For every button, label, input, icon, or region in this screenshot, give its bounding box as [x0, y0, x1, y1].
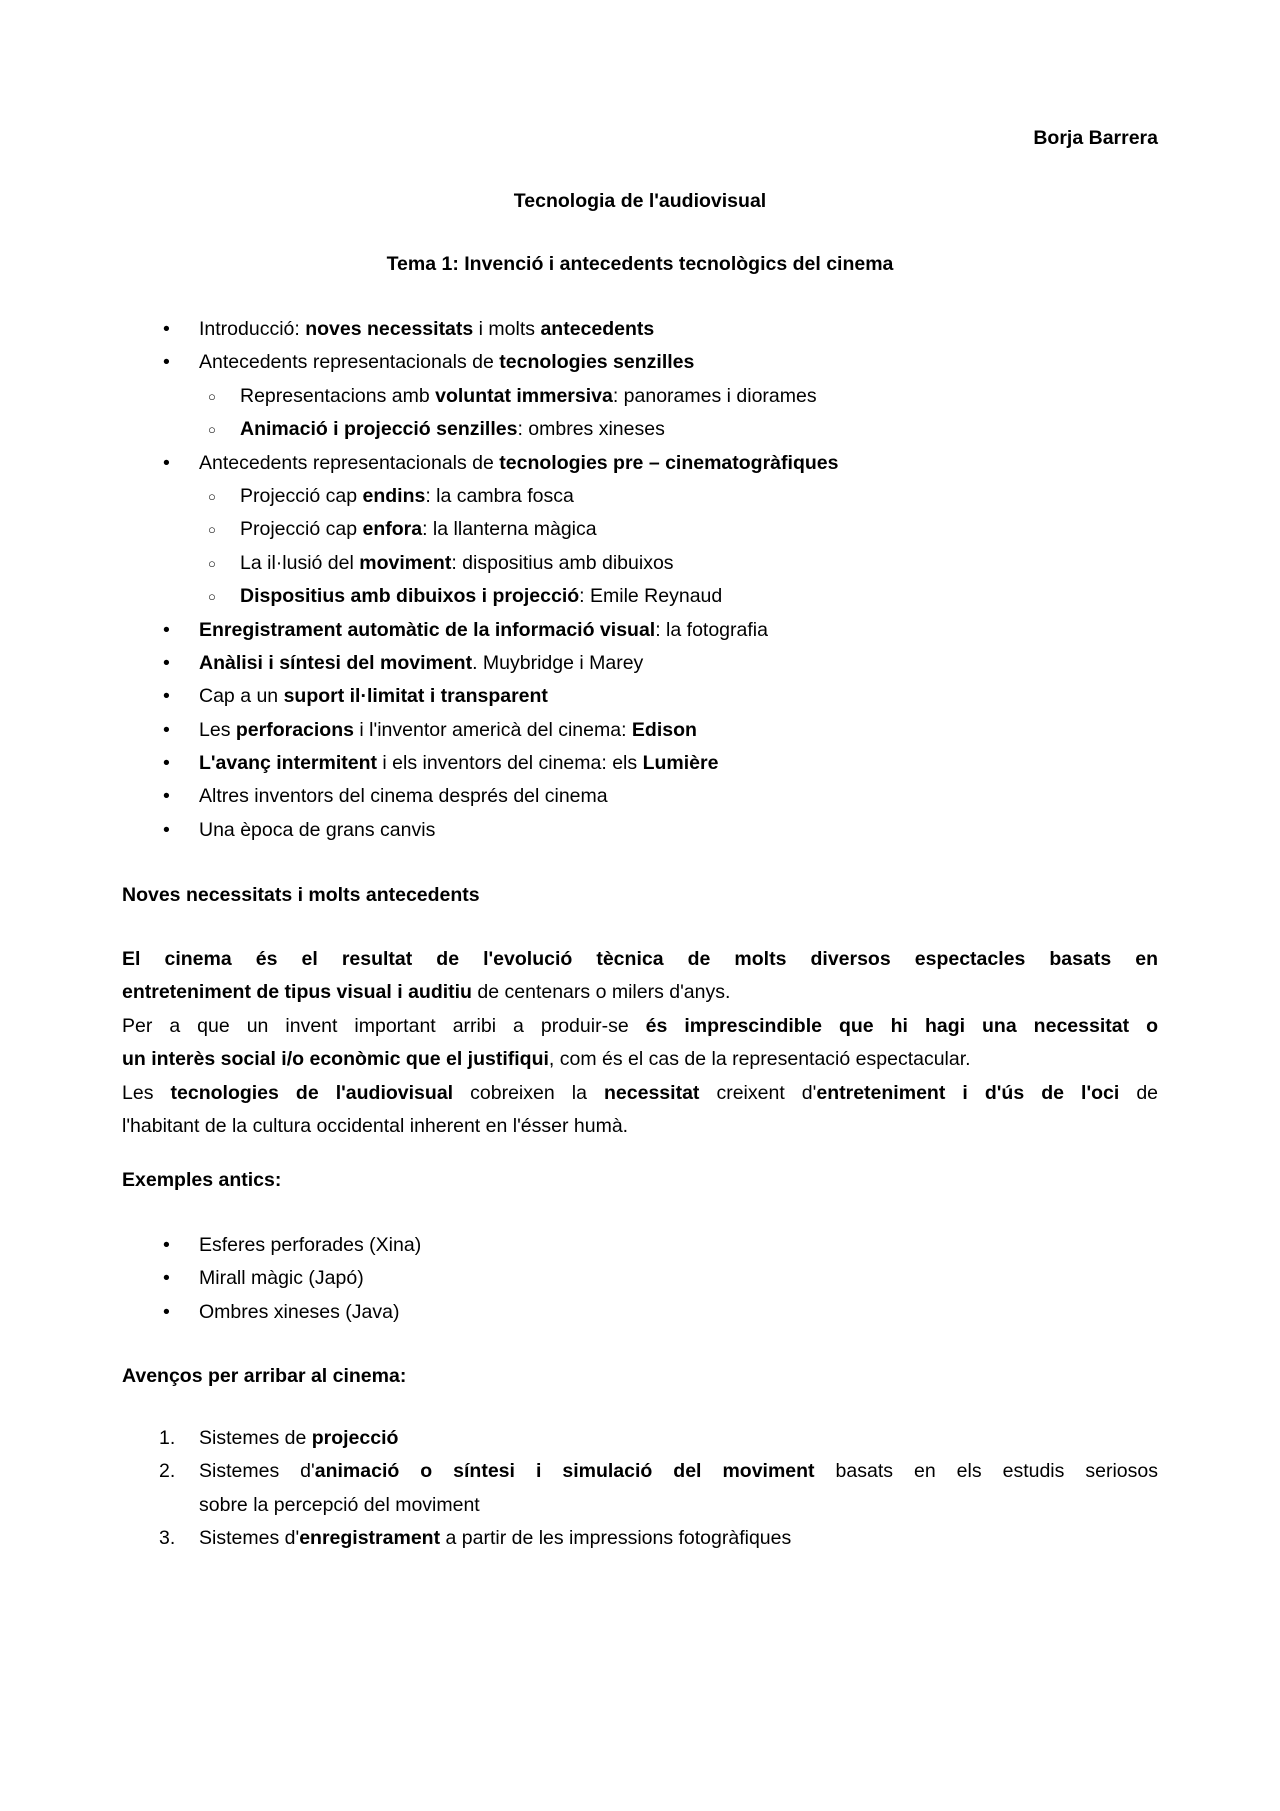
text-run: La il·lusió del [240, 551, 360, 574]
advances-heading: Avenços per arribar al cinema: [122, 1365, 407, 1387]
text-run: Les [199, 718, 236, 741]
bold-text: endins [362, 484, 426, 507]
bold-text: Anàlisi i síntesi del moviment [199, 651, 473, 674]
advances-list [0, 1422, 1280, 1556]
bold-text: tecnologies senzilles [499, 351, 695, 374]
text-run: , com és el cas de la representació espectacular. [548, 1048, 971, 1071]
bullet-icon: • [163, 785, 170, 808]
section-heading: Noves necessitats i molts antecedents [122, 884, 480, 906]
text-run: Mirall màgic (Japó) [199, 1267, 364, 1290]
bold-text: L'avanç intermitent [199, 752, 378, 775]
bold-text: necessitat [604, 1081, 700, 1104]
text-run: i l'inventor americà del cinema: [353, 718, 632, 741]
circle-bullet-icon: ○ [208, 555, 216, 571]
text-run: Una època de grans canvis [199, 818, 436, 841]
text-run: a partir de les impressions fotogràfiques [440, 1527, 792, 1550]
example-item [0, 1262, 1280, 1295]
list-number: 1. [159, 1427, 176, 1449]
outline-item [0, 513, 1280, 546]
text-run: de centenars o milers d'anys. [471, 981, 731, 1004]
bullet-icon: • [163, 685, 170, 708]
circle-bullet-icon: ○ [208, 422, 216, 438]
bold-text: Dispositius amb dibuixos i projecció [240, 585, 580, 608]
bullet-icon: • [163, 651, 170, 674]
text-run: Ombres xineses (Java) [199, 1300, 400, 1323]
bold-text: és imprescindible que hi hagi una necessitat o [645, 1014, 1158, 1037]
author-name: Borja Barrera [1033, 127, 1158, 149]
paragraph-line [122, 1077, 1158, 1110]
bold-text: tecnologies de l'audiovisual [170, 1081, 454, 1104]
bold-text: enregistrament [299, 1527, 441, 1550]
outline-item [0, 747, 1280, 780]
bold-text: projecció [311, 1427, 399, 1449]
outline-item-text [199, 614, 768, 647]
circle-bullet-icon: ○ [208, 488, 216, 504]
outline-item [0, 614, 1280, 647]
advance-text [199, 1455, 1158, 1488]
text-run: Les [122, 1081, 171, 1104]
outline-item-text [199, 346, 694, 379]
outline-item-text [240, 380, 817, 413]
bold-text: perforacions [235, 718, 354, 741]
outline-item-text [240, 480, 574, 513]
advance-item [0, 1422, 1280, 1455]
outline-item [0, 714, 1280, 747]
text-run: Altres inventors del cinema després del cinema [199, 785, 608, 808]
advance-text [199, 1422, 398, 1455]
bold-text: un interès social i/o econòmic que el justifiqui [122, 1048, 549, 1071]
bullet-icon: • [163, 1234, 170, 1256]
outline-item-text [199, 814, 435, 847]
text-run: Antecedents representacionals de [199, 351, 500, 374]
bold-text: voluntat immersiva [435, 384, 613, 407]
bold-text: Lumière [642, 752, 719, 775]
text-run: . Muybridge i Marey [472, 651, 644, 674]
outline-item [0, 346, 1280, 379]
text-run: : dispositius amb dibuixos [451, 551, 674, 574]
bold-text: Animació i projecció senzilles [240, 418, 518, 441]
text-run: Introducció: [199, 318, 306, 340]
text-run: : la cambra fosca [425, 484, 574, 507]
list-number: 2. [159, 1460, 176, 1483]
outline-item-text [199, 313, 654, 346]
bullet-icon: • [163, 1267, 170, 1290]
paragraph-line [122, 976, 1158, 1009]
text-run: Sistemes de [199, 1427, 312, 1449]
bullet-icon: • [163, 318, 170, 340]
bold-text: moviment [359, 551, 452, 574]
example-text [199, 1262, 364, 1295]
outline-item-text [199, 714, 697, 747]
list-number: 3. [159, 1527, 176, 1550]
intro-paragraph [122, 943, 1158, 1143]
circle-bullet-icon: ○ [208, 388, 216, 404]
bold-text: noves necessitats [305, 318, 474, 340]
outline-item [0, 313, 1280, 346]
text-run: Sistemes d' [199, 1460, 315, 1483]
bold-text: suport il·limitat i transparent [283, 685, 548, 708]
bold-text: Edison [631, 718, 697, 741]
text-run: i molts [473, 318, 541, 340]
circle-bullet-icon: ○ [208, 589, 216, 605]
text-run: Representacions amb [240, 384, 436, 407]
example-text [199, 1296, 399, 1329]
bold-text: enfora [362, 518, 423, 541]
text-run: Esferes perforades (Xina) [199, 1234, 422, 1256]
example-item [0, 1296, 1280, 1329]
advance-text [199, 1522, 791, 1555]
bullet-icon: • [163, 1300, 170, 1323]
text-run: cobreixen la [453, 1081, 605, 1104]
advance-item [0, 1489, 1280, 1522]
text-run: Sistemes d' [199, 1527, 300, 1550]
outline-item [0, 680, 1280, 713]
text-run: Projecció cap [240, 518, 363, 541]
outline-item-text [240, 413, 665, 446]
bold-text: Enregistrament automàtic de la informació visual [199, 618, 656, 641]
example-text [199, 1229, 421, 1262]
text-run: creixent d' [699, 1081, 817, 1104]
text-run: Antecedents representacionals de [199, 451, 500, 474]
advance-item [0, 1522, 1280, 1555]
text-run: Per a que un invent important arribi a produir-se [122, 1014, 646, 1037]
examples-list [0, 1229, 1280, 1329]
bullet-icon: • [163, 451, 170, 474]
text-run: : panorames i diorames [612, 384, 817, 407]
outline-list [0, 313, 1280, 847]
document-subtitle: Tema 1: Invenció i antecedents tecnològics del cinema [386, 253, 894, 275]
paragraph-line [122, 1110, 1158, 1143]
outline-item [0, 814, 1280, 847]
outline-item [0, 447, 1280, 480]
bold-text: El cinema és el resultat de l'evolució tècnica de molts diversos espectacles basats en [122, 948, 1158, 970]
bullet-icon: • [163, 618, 170, 641]
bold-text: antecedents [540, 318, 655, 340]
bold-text: tecnologies pre – cinematogràfiques [499, 451, 839, 474]
text-run: sobre la percepció del moviment [199, 1493, 480, 1516]
text-run: de [1119, 1081, 1159, 1104]
circle-bullet-icon: ○ [208, 522, 216, 538]
outline-item [0, 547, 1280, 580]
outline-item-text [199, 680, 548, 713]
bullet-icon: • [163, 818, 170, 841]
advance-text [199, 1489, 480, 1522]
bullet-icon: • [163, 351, 170, 374]
outline-item-text [199, 780, 608, 813]
outline-item-text [240, 513, 597, 546]
text-run: : ombres xineses [517, 418, 665, 441]
examples-heading: Exemples antics: [122, 1169, 282, 1191]
bullet-icon: • [163, 752, 170, 775]
text-run: Projecció cap [240, 484, 363, 507]
outline-item [0, 780, 1280, 813]
text-run: : la fotografia [655, 618, 768, 641]
outline-item [0, 647, 1280, 680]
text-run: i els inventors del cinema: els [377, 752, 643, 775]
outline-item [0, 580, 1280, 613]
text-run: Cap a un [199, 685, 284, 708]
outline-item [0, 380, 1280, 413]
outline-item-text [199, 647, 643, 680]
bold-text: entreteniment i d'ús de l'oci [816, 1081, 1120, 1104]
outline-item-text [199, 747, 718, 780]
bullet-icon: • [163, 718, 170, 741]
outline-item [0, 480, 1280, 513]
text-run: : Emile Reynaud [579, 585, 723, 608]
text-run: basats en els estudis seriosos [814, 1460, 1158, 1483]
text-run: : la llanterna màgica [422, 518, 597, 541]
text-run: l'habitant de la cultura occidental inherent en l'ésser humà. [122, 1114, 629, 1137]
paragraph-line [122, 1010, 1158, 1043]
example-item [0, 1229, 1280, 1262]
outline-item [0, 413, 1280, 446]
paragraph-line [122, 1043, 1158, 1076]
bold-text: animació o síntesi i simulació del moviment [314, 1460, 815, 1483]
bold-text: entreteniment de tipus visual i auditiu [122, 981, 472, 1004]
outline-item-text [240, 580, 722, 613]
advance-item [0, 1455, 1280, 1488]
paragraph-line [122, 943, 1158, 976]
outline-item-text [199, 447, 838, 480]
document-title: Tecnologia de l'audiovisual [513, 190, 767, 212]
outline-item-text [240, 547, 674, 580]
